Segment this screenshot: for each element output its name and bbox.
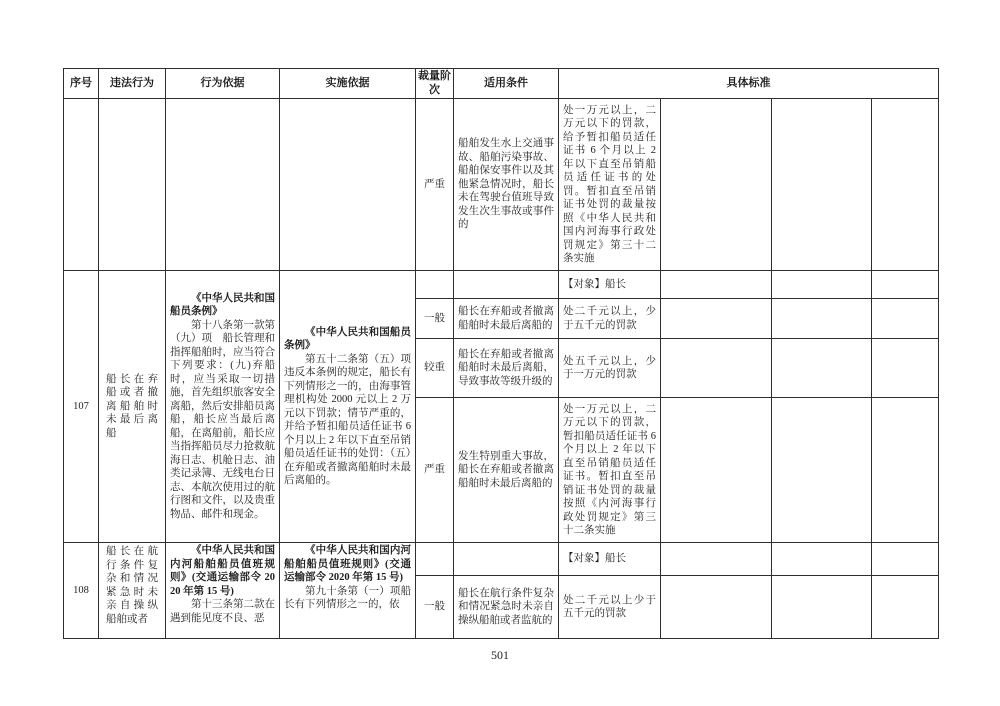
cell-standard-extra-3 bbox=[872, 271, 939, 299]
cell-behavior-basis-108 bbox=[166, 543, 280, 639]
behavior-basis-title: 《中华人民共和国内河船舶船员值班规则》(交通运输部令 2020 年第 15 号) bbox=[170, 545, 275, 597]
cell-standard-extra-1 bbox=[661, 576, 772, 639]
header-discretion-level: 裁量阶次 bbox=[416, 69, 454, 99]
cell-standard: 处五千元以上，少于一万元的罚款 bbox=[559, 339, 661, 398]
cell-standard-extra-3 bbox=[872, 99, 939, 271]
cell-seq-108: 108 bbox=[64, 543, 99, 639]
cell-level: 严重 bbox=[416, 99, 454, 271]
cell-violation-empty bbox=[99, 99, 166, 271]
penalty-discretion-table bbox=[63, 68, 939, 639]
behavior-basis-body: 第十八条第一款第（九）项 船长管理和指挥船舶时，应当符合下列要求：(九)弃船时，应当采取一切措施，首先组织旅客安全离船，然后安排船员离船，船长应当最后离船，在离船前，船长应当指挥船员尽力抢救航海日志、机舱日志、油类记录簿、无线电台日志、本航次使用过的航行图和文件，以及贵重物品、邮件和现金。 bbox=[170, 319, 275, 520]
page-number: 501 bbox=[491, 648, 509, 662]
cell-standard-extra-3 bbox=[872, 398, 939, 543]
table-row-continuation bbox=[64, 99, 939, 271]
cell-standard-extra-1 bbox=[661, 99, 772, 271]
cell-level-empty bbox=[416, 271, 454, 299]
cell-impl-basis-108 bbox=[280, 543, 416, 639]
cell-standard: 处二千元以上，少于五千元的罚款 bbox=[559, 299, 661, 339]
cell-target-107: 【对象】船长 bbox=[559, 271, 661, 299]
cell-level: 较重 bbox=[416, 339, 454, 398]
cell-level: 一般 bbox=[416, 576, 454, 639]
cell-seq-107: 107 bbox=[64, 271, 99, 543]
header-condition: 适用条件 bbox=[454, 69, 559, 99]
header-impl-basis: 实施依据 bbox=[280, 69, 416, 99]
cell-condition-empty bbox=[454, 543, 559, 576]
cell-standard-extra-1 bbox=[661, 339, 772, 398]
cell-standard-extra-1 bbox=[661, 271, 772, 299]
cell-behavior-empty bbox=[166, 99, 280, 271]
header-standard: 具体标准 bbox=[559, 69, 939, 99]
cell-impl-basis-107 bbox=[280, 271, 416, 543]
cell-seq-empty bbox=[64, 99, 99, 271]
behavior-basis-body: 第十三条第二款在遇到能见度不良、恶 bbox=[170, 599, 275, 624]
cell-standard-extra-2 bbox=[772, 576, 872, 639]
cell-standard: 处二千元以上少于五千元的罚款 bbox=[559, 576, 661, 639]
cell-condition bbox=[454, 576, 559, 639]
cell-condition: 船舶发生水上交通事故、船舶污染事故、船舶保安事件以及其他紧急情况时，船长未在驾驶台值班导致发生次生事故或事件的 bbox=[454, 99, 559, 271]
cell-target-108: 【对象】船长 bbox=[559, 543, 661, 576]
cell-standard-extra-3 bbox=[872, 299, 939, 339]
cell-standard: 处一万元以上，二万元以下的罚款，给予暂扣船员适任证书 6 个月以上 2 年以下直至吊销船员适任证书的处罚。暂扣直至吊销证书处罚的裁量按照《中华人民共和国内河海事行政处罚规定》第三十二条实施 bbox=[559, 99, 661, 271]
condition-text: 船长在航行条件复杂和情况紧急时未亲自操纵船舶或者监航的 bbox=[458, 587, 554, 626]
cell-standard-extra-2 bbox=[772, 543, 872, 576]
cell-standard-extra-1 bbox=[661, 398, 772, 543]
impl-basis-body: 第五十二条第（五）项违反本条例的规定，船长有下列情形之一的，由海事管理机构处 2000 元以上 2 万元以下罚款；情节严重的，并给予暂扣船员适任证书 6 个月以上 2 年以下直至吊销船员适任证书的处罚：（五）在弃船或者撤离船舶时未最后离船的。 bbox=[284, 353, 411, 486]
cell-behavior-basis-107 bbox=[166, 271, 280, 543]
cell-standard-extra-3 bbox=[872, 576, 939, 639]
cell-level: 严重 bbox=[416, 398, 454, 543]
cell-condition: 船长在弃船或者撤离船舶时未最后离船的 bbox=[454, 299, 559, 339]
table-row-107-target bbox=[64, 271, 939, 299]
cell-condition: 船长在弃船或者撤离船舶时未最后离船，导致事故等级升级的 bbox=[454, 339, 559, 398]
cell-condition: 发生特别重大事故，船长在弃船或者撤离船舶时未最后离船的 bbox=[454, 398, 559, 543]
cell-standard-extra-1 bbox=[661, 543, 772, 576]
table-header-row bbox=[64, 69, 939, 99]
impl-basis-body: 第九十条第（一）项船长有下列情形之一的，依 bbox=[284, 585, 411, 610]
cell-standard-extra-3 bbox=[872, 543, 939, 576]
header-violation: 违法行为 bbox=[99, 69, 166, 99]
cell-impl-empty bbox=[280, 99, 416, 271]
cell-standard-extra-2 bbox=[772, 339, 872, 398]
cell-standard: 处一万元以上，二万元以下的罚款，暂扣船员适任证书 6 个月以上 2 年以下直至吊销船员适任证书。暂扣直至吊销证书处罚的裁量按照《内河海事行政处罚规定》第三十二条实施 bbox=[559, 398, 661, 543]
cell-standard-extra-2 bbox=[772, 398, 872, 543]
cell-standard-extra-2 bbox=[772, 299, 872, 339]
cell-condition-empty bbox=[454, 271, 559, 299]
behavior-basis-title: 《中华人民共和国船员条例》 bbox=[170, 292, 275, 318]
cell-violation-108 bbox=[99, 543, 166, 639]
table-row-108-target bbox=[64, 543, 939, 576]
cell-level: 一般 bbox=[416, 299, 454, 339]
cell-standard-extra-3 bbox=[872, 339, 939, 398]
cell-standard-extra-2 bbox=[772, 271, 872, 299]
cell-standard-extra-1 bbox=[661, 299, 772, 339]
violation-text: 船长在航行条件复杂和情况紧急时未亲自操纵船舶或者 bbox=[106, 546, 158, 625]
impl-basis-title: 《中华人民共和国内河船舶船员值班规则》(交通运输部令 2020 年第 15 号) bbox=[284, 545, 411, 583]
cell-violation-107: 船长在弃船或者撤离船舶时未最后离船 bbox=[99, 271, 166, 543]
cell-standard-extra-2 bbox=[772, 99, 872, 271]
header-behavior-basis: 行为依据 bbox=[166, 69, 280, 99]
header-seq: 序号 bbox=[64, 69, 99, 99]
impl-basis-title: 《中华人民共和国船员条例》 bbox=[284, 326, 411, 351]
cell-level-empty bbox=[416, 543, 454, 576]
